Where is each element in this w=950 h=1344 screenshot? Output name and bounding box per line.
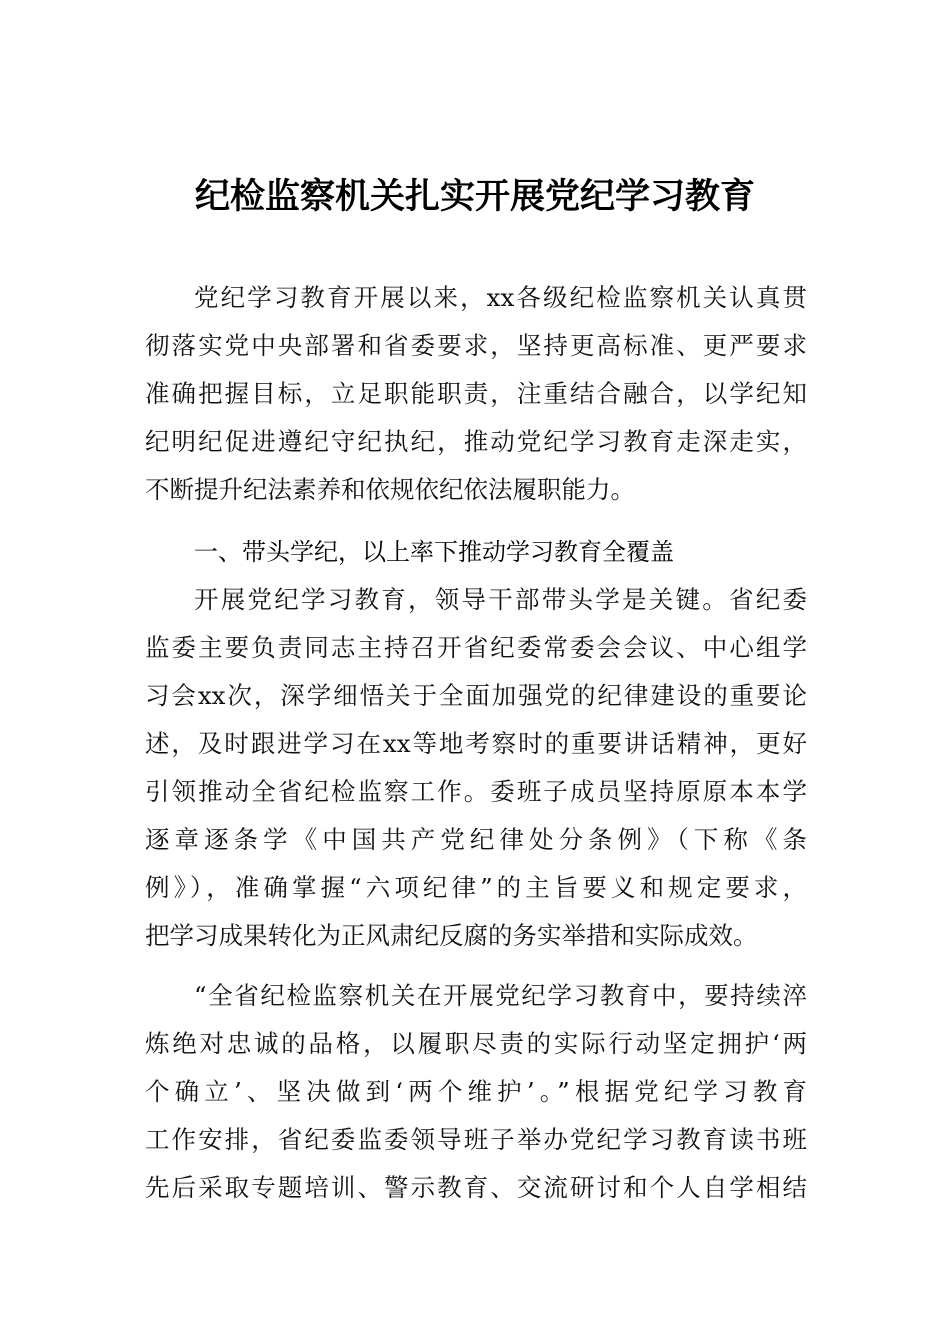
paragraph-line: 习会xx次，深学细悟关于全面加强党的纪律建设的重要论: [145, 681, 807, 710]
paragraph-line: 党纪学习教育开展以来，xx各级纪检监察机关认真贯: [194, 283, 807, 312]
paragraph-line: 炼绝对忠诚的品格，以履职尽责的实际行动坚定拥护‘两: [145, 1029, 807, 1058]
paragraph-line: 纪明纪促进遵纪守纪执纪，推动党纪学习教育走深走实，: [145, 427, 807, 456]
paragraph-line: 监委主要负责同志主持召开省纪委常委会会议、中心组学: [145, 633, 807, 662]
paragraph-line: “全省纪检监察机关在开展党纪学习教育中，要持续淬: [194, 981, 807, 1010]
paragraph-line: 述，及时跟进学习在xx等地考察时的重要讲话精神，更好: [145, 729, 807, 758]
paragraph-line: 把学习成果转化为正风肃纪反腐的务实举措和实际成效。: [145, 921, 758, 950]
paragraph-line: 开展党纪学习教育，领导干部带头学是关键。省纪委: [194, 585, 807, 614]
paragraph-line: 先后采取专题培训、警示教育、交流研讨和个人自学相结: [145, 1173, 807, 1202]
document-title: 纪检监察机关扎实开展党纪学习教育: [194, 176, 755, 217]
paragraph-line: 引领推动全省纪检监察工作。委班子成员坚持原原本本学: [145, 777, 807, 806]
section-heading: 一、带头学纪，以上率下推动学习教育全覆盖: [194, 538, 674, 566]
paragraph-line: 彻落实党中央部署和省委要求，坚持更高标准、更严要求: [145, 331, 807, 360]
paragraph-line: 不断提升纪法素养和依规依纪依法履职能力。: [145, 475, 635, 504]
paragraph-line: 逐章逐条学《中国共产党纪律处分条例》（下称《条: [145, 825, 807, 854]
paragraph-line: 个确立’、坚决做到‘两个维护’。”根据党纪学习教育: [145, 1077, 807, 1106]
paragraph-line: 工作安排，省纪委监委领导班子举办党纪学习教育读书班: [145, 1125, 807, 1154]
paragraph-line: 准确把握目标，立足职能职责，注重结合融合，以学纪知: [145, 379, 807, 408]
paragraph-line: 例》），准确掌握“六项纪律”的主旨要义和规定要求，: [145, 873, 807, 902]
